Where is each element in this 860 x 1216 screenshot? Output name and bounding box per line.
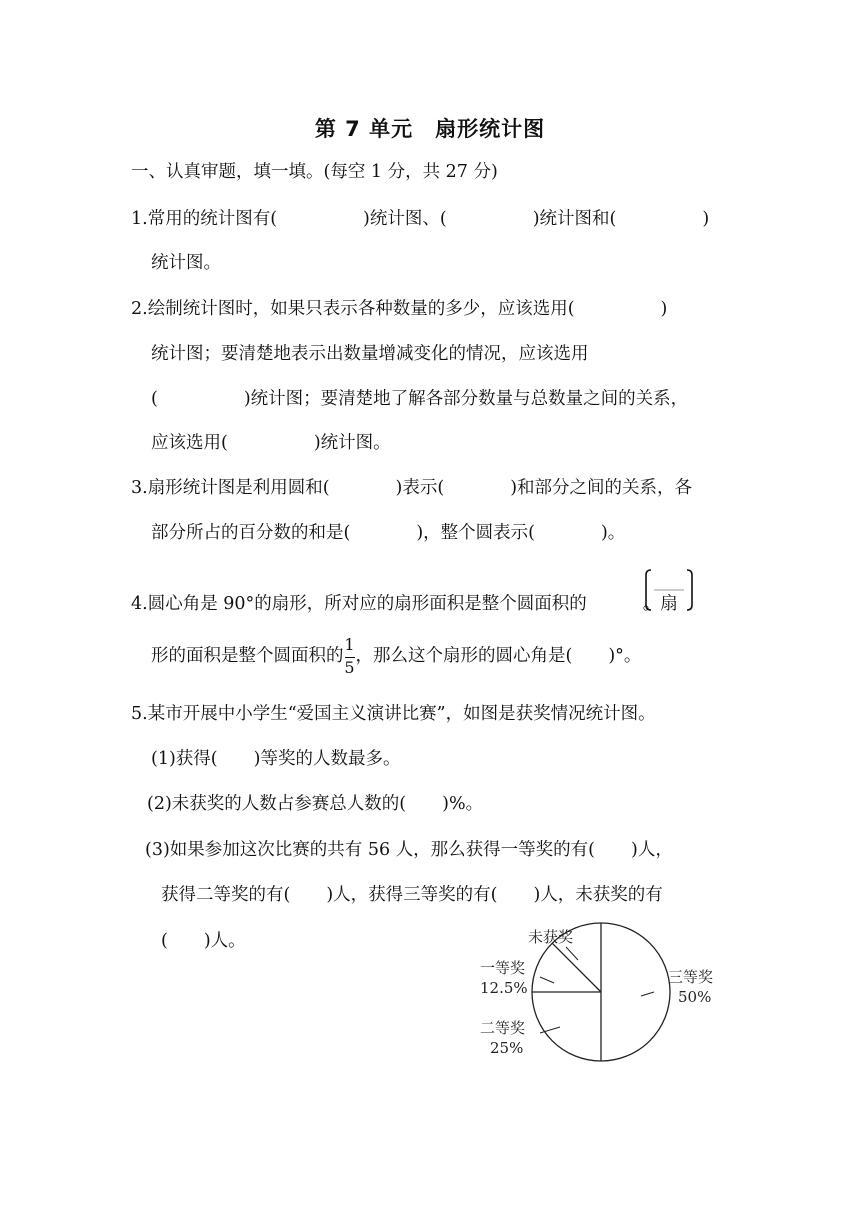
question-1-line-1: 1.常用的统计图有( )统计图、( )统计图和( ) xyxy=(131,209,710,229)
fraction-answer-box xyxy=(645,569,693,611)
slice-label: 三等奖 xyxy=(668,968,714,986)
question-2-line-4: 应该选用( )统计图。 xyxy=(151,433,391,453)
fraction-one-fifth: $\frac{1}{5}$ xyxy=(344,634,355,677)
slice-leader-line xyxy=(641,992,654,996)
question-3-line-2: 部分所占的百分数的和是( )，整个圆表示( )。 xyxy=(151,523,626,543)
question-2-line-1: 2.绘制统计图时，如果只表示各种数量的多少，应该选用( ) xyxy=(131,299,668,319)
question-5-part-3-line-2: 获得二等奖的有( )人，获得三等奖的有( )人，未获奖的有 xyxy=(161,885,663,905)
question-4-line-1: 4.圆心角是 90°的扇形，所对应的扇形面积是整个圆面积的 。扇 xyxy=(131,594,678,614)
slice-label: 二等奖 xyxy=(480,1019,526,1037)
slice-leader-line xyxy=(540,977,554,983)
question-2-line-3: ( )统计图；要清楚地了解各部分数量与总数量之间的关系， xyxy=(151,389,689,409)
slice-label: 一等奖 xyxy=(480,959,526,977)
slice-value-label: 50% xyxy=(678,988,712,1006)
slice-value-label: 25% xyxy=(490,1039,524,1057)
question-5-part-1: (1)获得( )等奖的人数最多。 xyxy=(151,749,401,769)
question-1-line-2: 统计图。 xyxy=(151,253,221,273)
award-pie-chart xyxy=(470,920,740,1070)
question-5-part-2: (2)未获奖的人数占参赛总人数的( )%。 xyxy=(147,794,484,814)
question-4-line-2: 形的面积是整个圆面积的 $\frac{1}{5}$ ，那么这个扇形的圆心角是( )°。 xyxy=(151,634,642,677)
slice-label: 未获奖 xyxy=(528,928,574,946)
question-3-line-1: 3.扇形统计图是利用圆和( )表示( )和部分之间的关系，各 xyxy=(131,478,693,498)
section-heading: 一、认真审题，填一填。(每空 1 分，共 27 分) xyxy=(131,162,498,182)
question-5-intro: 5.某市开展中小学生“爱国主义演讲比赛”，如图是获奖情况统计图。 xyxy=(131,704,656,724)
question-5-part-3-line-3: ( )人。 xyxy=(161,931,246,951)
question-2-line-2: 统计图；要清楚地表示出数量增减变化的情况，应该选用 xyxy=(151,344,589,364)
question-5-part-3-line-1: (3)如果参加这次比赛的共有 56 人，那么获得一等奖的有( )人， xyxy=(145,840,673,860)
slice-value-label: 12.5% xyxy=(480,979,528,997)
slice-boundary-4 xyxy=(552,943,601,992)
page-title: 第 7 单元 扇形统计图 xyxy=(314,117,546,141)
